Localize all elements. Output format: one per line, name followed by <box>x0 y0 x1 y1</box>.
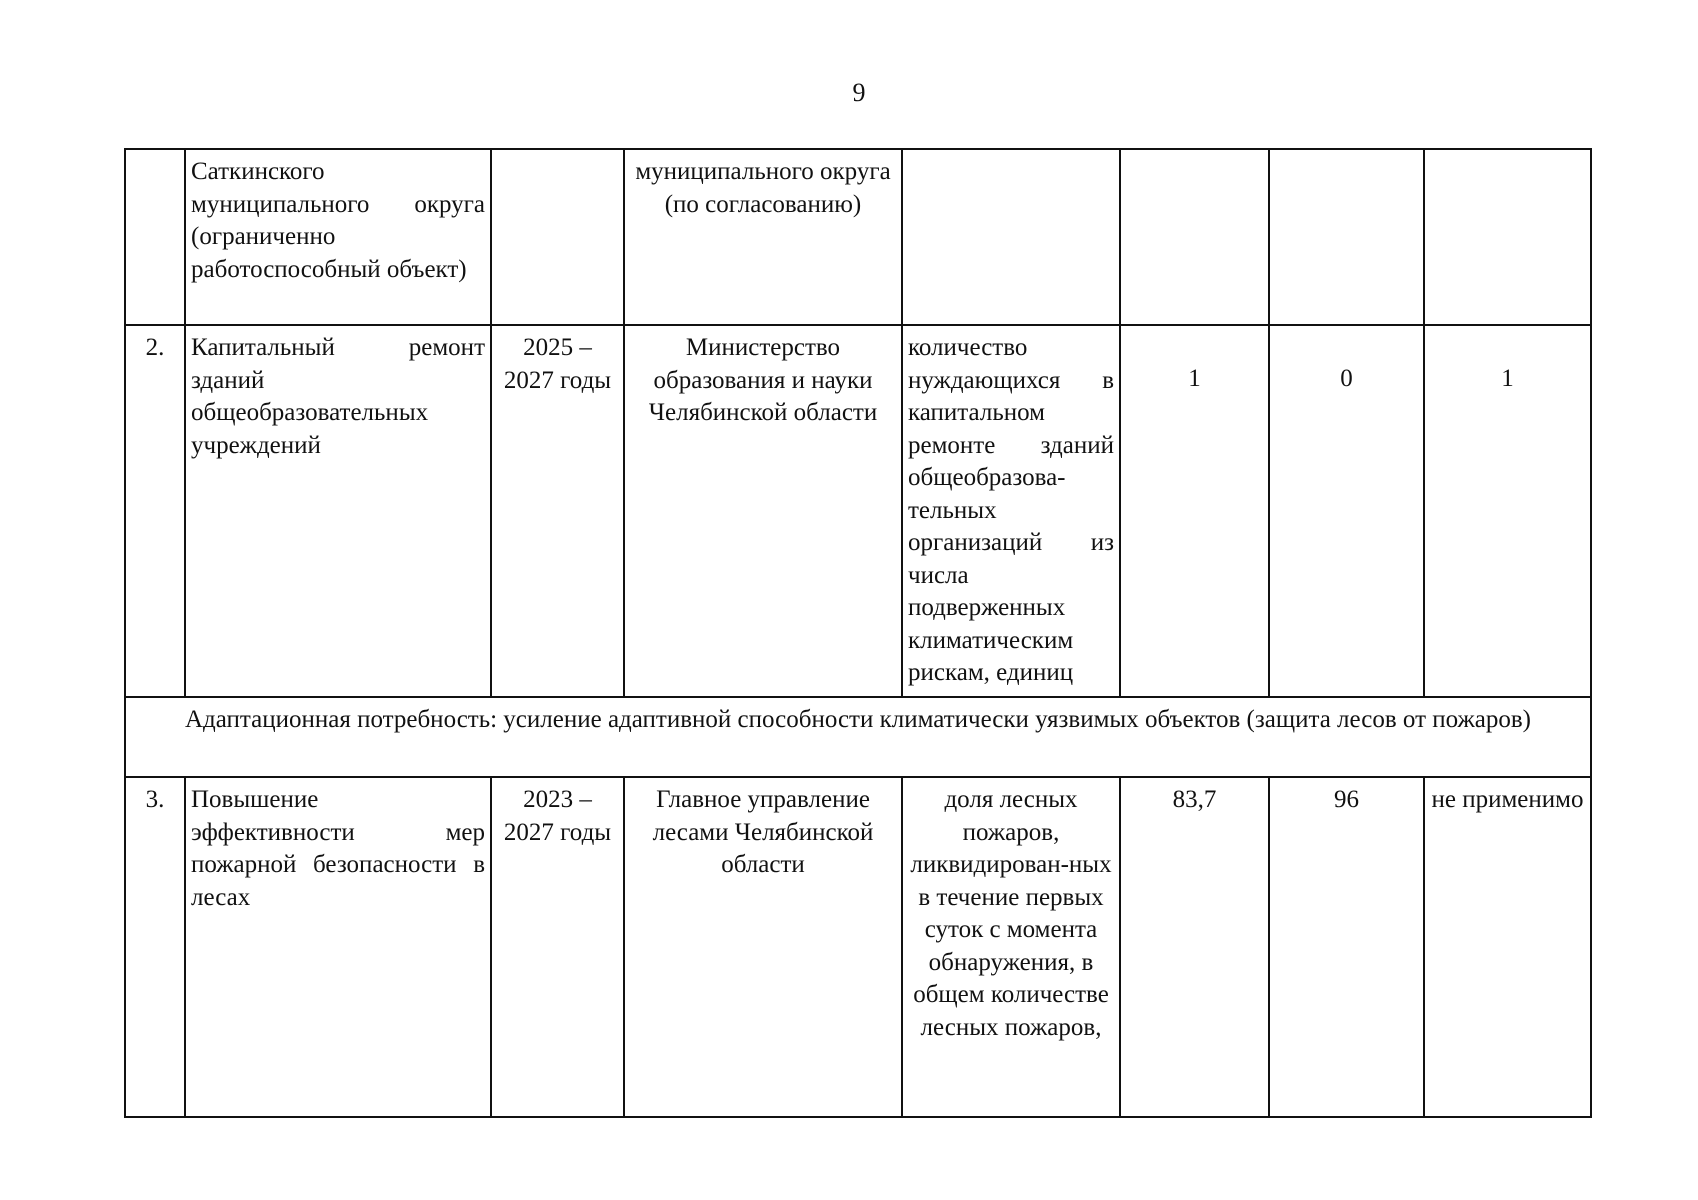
value-cell-2 <box>1269 149 1424 325</box>
section-row <box>125 697 1591 777</box>
indicator-cell: количество нуждающихся в капитальном ремонте зданий общеобразова-тельных организаций из числа подверженных климатическим рискам, единиц <box>902 325 1120 697</box>
page-number: 9 <box>852 78 866 107</box>
measure-cell: Повышение эффективности мер пожарной безопасности в лесах <box>185 777 491 1117</box>
value-cell-1 <box>1120 149 1269 325</box>
row-number: 3. <box>125 777 185 1117</box>
table-row <box>125 149 1591 325</box>
indicator-cell: доля лесных пожаров, ликвидирован-ных в течение первых суток с момента обнаружения, в общем количестве лесных пожаров, <box>902 777 1120 1117</box>
executor-cell: Министерство образования и науки Челябинской области <box>624 325 902 697</box>
value-cell-3: 1 <box>1424 325 1591 697</box>
executor-cell: Главное управление лесами Челябинской области <box>624 777 902 1117</box>
value-cell-2: 96 <box>1269 777 1424 1117</box>
executor-cell: муниципального округа (по согласованию) <box>624 149 902 325</box>
period-cell: 2023 – 2027 годы <box>491 777 624 1117</box>
period-cell: 2025 – 2027 годы <box>491 325 624 697</box>
row-number: 2. <box>125 325 185 697</box>
period-cell <box>491 149 624 325</box>
value-cell-3 <box>1424 149 1591 325</box>
indicator-cell <box>902 149 1120 325</box>
value-cell-2: 0 <box>1269 325 1424 697</box>
value-cell-1: 83,7 <box>1120 777 1269 1117</box>
table-row <box>125 777 1591 1117</box>
value-cell-1: 1 <box>1120 325 1269 697</box>
measure-cell: Саткинского муниципального округа (ограниченно работоспособный объект) <box>185 149 491 325</box>
row-number <box>125 149 185 325</box>
section-heading: Адаптационная потребность: усиление адаптивной способности климатически уязвимых объектов (защита лесов от пожаров) <box>125 697 1591 777</box>
value-cell-3: не применимо <box>1424 777 1591 1117</box>
measures-table <box>124 148 1592 1118</box>
measure-cell: Капитальный ремонт зданий общеобразовательных учреждений <box>185 325 491 697</box>
table-row <box>125 325 1591 697</box>
